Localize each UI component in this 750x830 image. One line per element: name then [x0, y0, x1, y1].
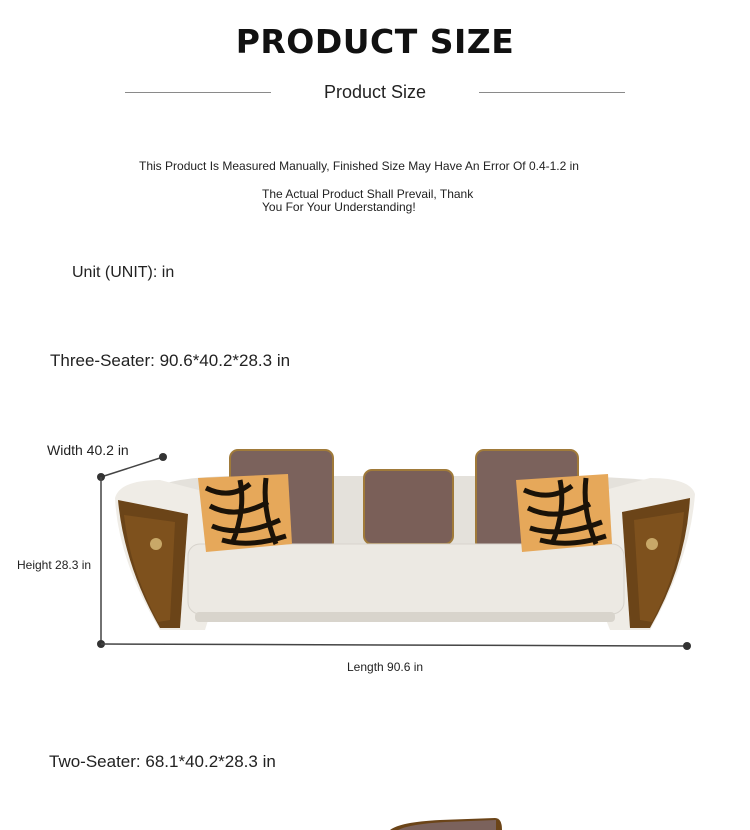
two-seater-size: Two-Seater: 68.1*40.2*28.3 in [49, 752, 276, 771]
unit-label: Unit (UNIT): in [72, 264, 175, 281]
width-dimension-line [101, 457, 163, 477]
three-seater-sofa-illustration [0, 440, 750, 660]
disclaimer-line-2: You For Your Understanding! [262, 200, 416, 214]
divider-right [479, 92, 625, 93]
tiger-pillow-left [198, 474, 292, 552]
disclaimer-note [262, 188, 522, 214]
medallion-right [646, 538, 658, 550]
height-label: Height 28.3 in [17, 558, 92, 572]
sofa-seat [188, 544, 624, 614]
page-title: PRODUCT SIZE [235, 22, 515, 61]
disclaimer-line-1: The Actual Product Shall Prevail, Thank [262, 187, 474, 201]
width-label: Width 40.2 in [47, 442, 129, 458]
section-subtitle: Product Size [323, 82, 427, 102]
measurement-note: This Product Is Measured Manually, Finished Size May Have An Error Of 0.4-1.2 in [139, 159, 579, 173]
back-pillow-center [364, 470, 453, 544]
medallion-left [150, 538, 162, 550]
length-dimension-line [101, 644, 687, 646]
tiger-pillow-right [516, 474, 612, 552]
two-seater-sofa-illustration [0, 800, 750, 830]
three-seater-size: Three-Seater: 90.6*40.2*28.3 in [50, 351, 291, 370]
length-label: Length 90.6 in [347, 660, 424, 674]
